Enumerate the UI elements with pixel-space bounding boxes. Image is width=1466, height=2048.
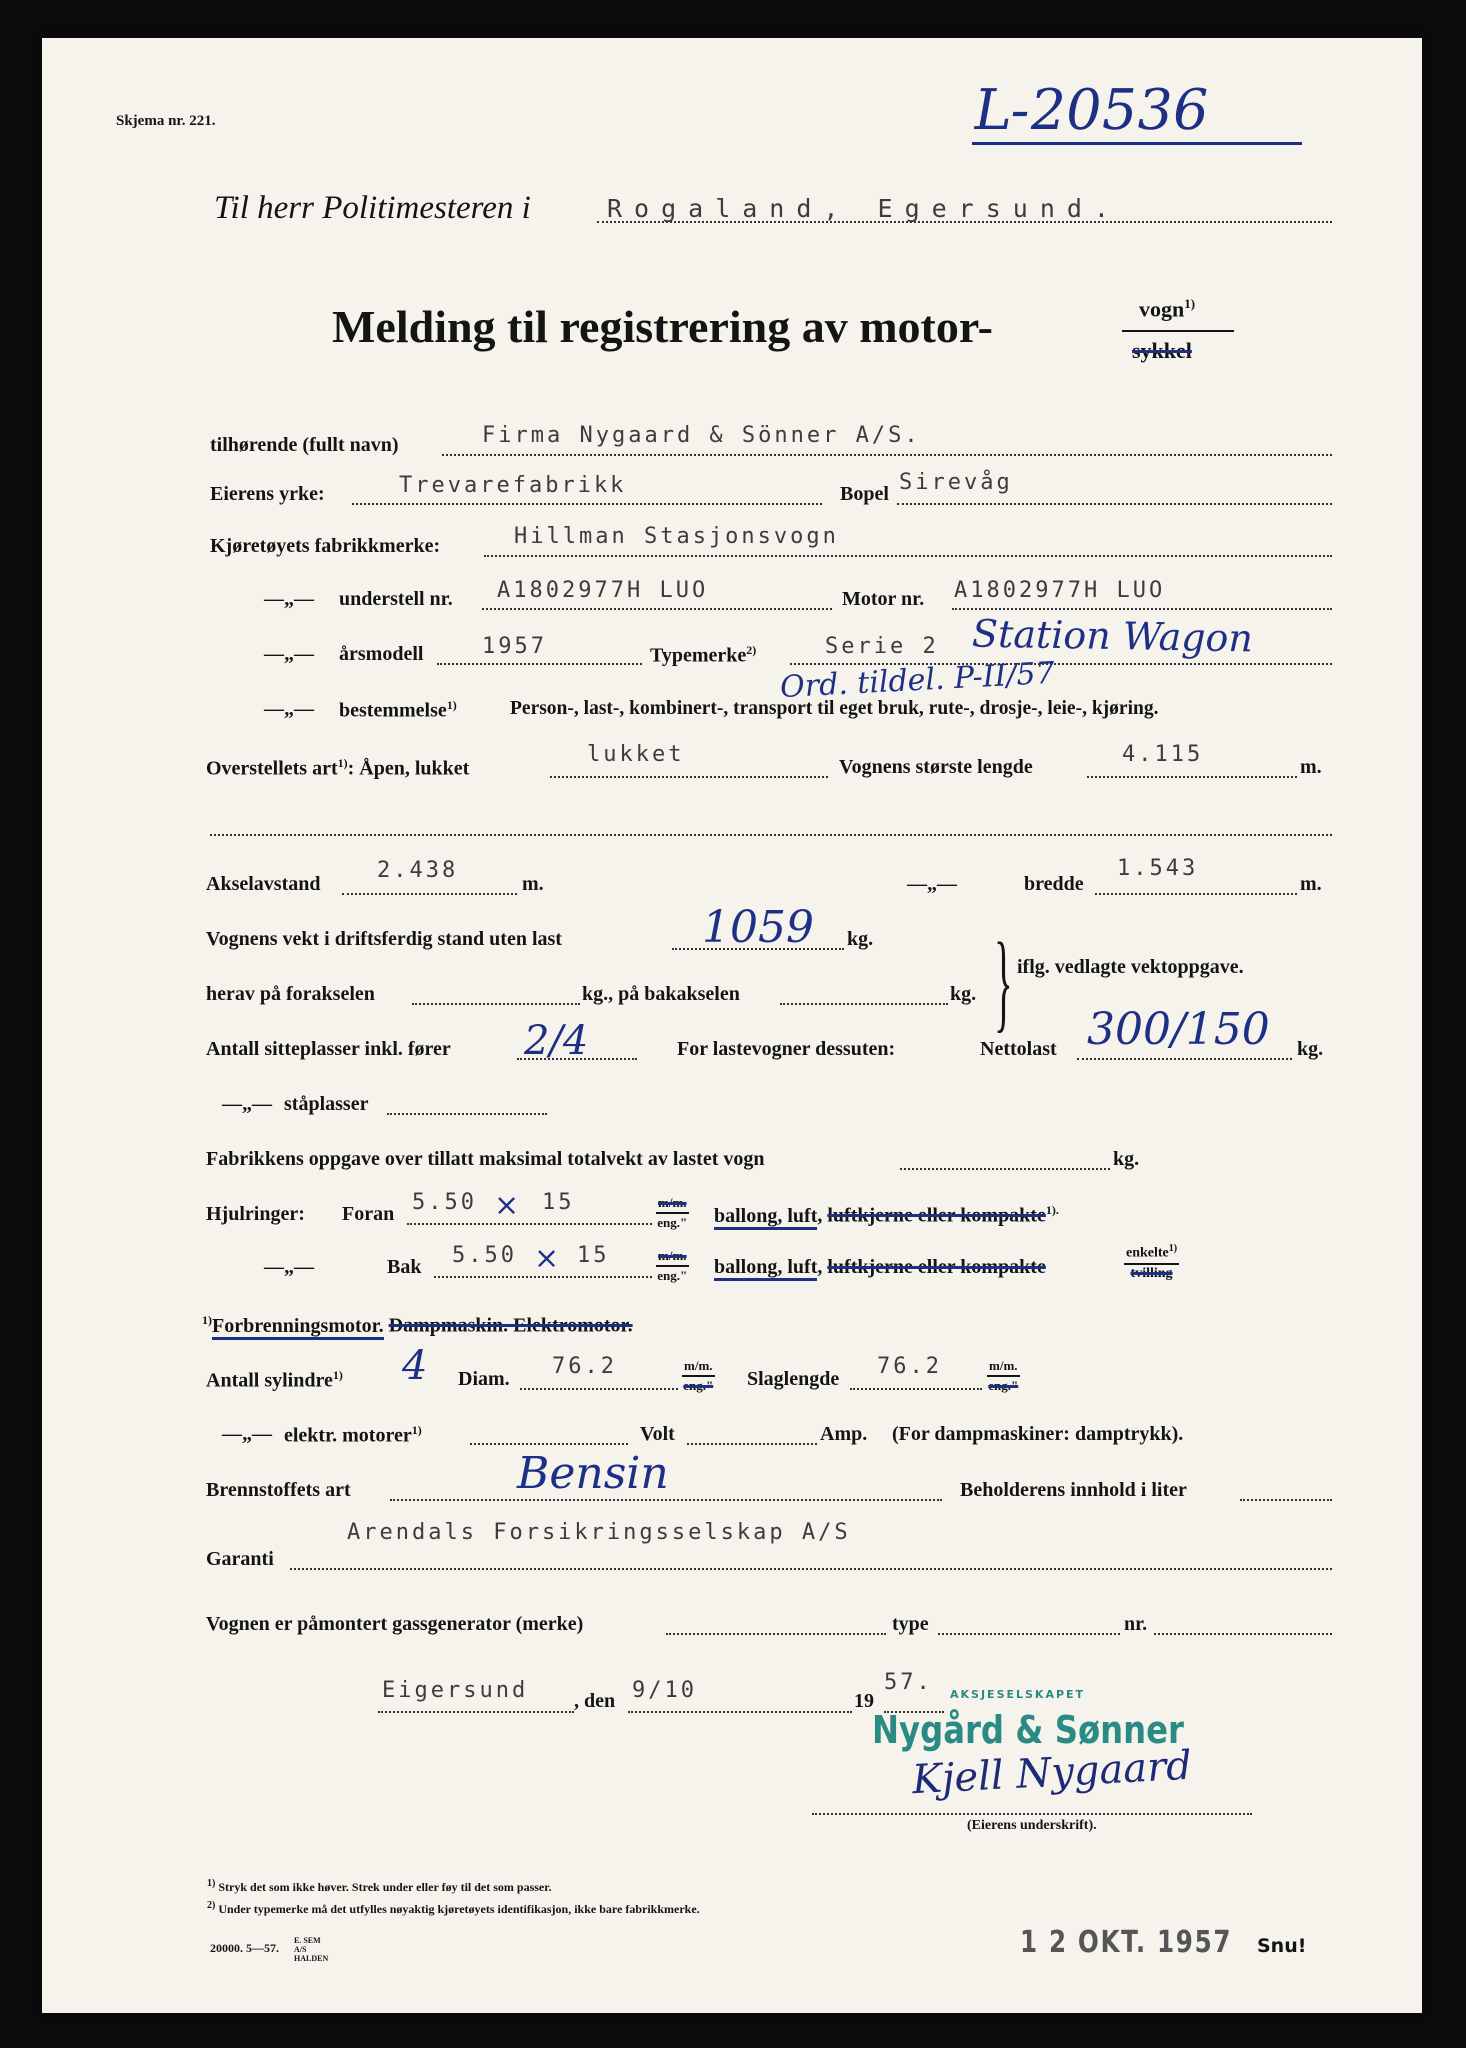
unit-m: m. (1300, 873, 1322, 895)
form-title: Melding til registrering av motor- (332, 301, 993, 352)
owner-label: tilhørende (fullt navn) (210, 434, 399, 456)
purpose-handwritten-note: Ord. tildel. P-II/57 (779, 655, 1056, 706)
stamp-company-small: AKSJESELSKAPET (950, 1688, 1086, 1701)
tyre-rear-types: ballong, luft, luftkjerne eller kompakte (714, 1256, 1046, 1279)
tyre-front-rim: 15 (542, 1190, 575, 1215)
weight-label: Vognens vekt i driftsferdig stand uten last (206, 928, 562, 950)
wheelbase-line (342, 893, 517, 895)
model-year-value: 1957 (482, 634, 547, 659)
motor-value: A1802977H LUO (954, 578, 1166, 603)
cylinders-label: Antall sylindre$^{1)}$ (206, 1368, 343, 1392)
insurance-label: Garanti (206, 1548, 274, 1570)
tank-line (1240, 1499, 1332, 1501)
tyre-rear-unit: m/m. eng." (657, 1248, 688, 1283)
weight-note: iflg. vedlagte vektoppgave. (1017, 956, 1244, 978)
date-label: , den (574, 1690, 616, 1712)
title-vogn: vogn$^{1)}$ (1139, 296, 1196, 322)
insurance-line (290, 1568, 1332, 1570)
tyre-front-size: 5.50 (412, 1190, 477, 1215)
fuel-label: Brennstoffets art (206, 1479, 351, 1501)
title-fraction-bar (1122, 330, 1234, 332)
motor-line (952, 608, 1332, 610)
occupation-value: Trevarefabrikk (399, 473, 627, 498)
tyres-label: Hjulringer: (206, 1203, 305, 1225)
unit-kg: kg. (1113, 1148, 1140, 1170)
unit-kg: kg. (847, 928, 874, 950)
tyres-front-line (407, 1223, 652, 1225)
body-line (550, 776, 828, 778)
width-label: bredde (1024, 873, 1084, 895)
payload-label: Nettolast (980, 1038, 1057, 1060)
addressee-label: Til herr Politimesteren i (214, 190, 531, 226)
steam-label: (For dampmaskiner: damptrykk). (892, 1423, 1184, 1445)
tank-label: Beholderens innhold i liter (960, 1479, 1187, 1501)
place-line (378, 1711, 574, 1713)
date-line (628, 1711, 852, 1713)
tyres-rear-label: Bak (387, 1256, 422, 1278)
stroke-unit: m/m. eng." (988, 1358, 1019, 1393)
registration-form-sheet (42, 38, 1422, 2013)
bore-value: 76.2 (552, 1354, 617, 1379)
purpose-label: bestemmelse$^{1)}$ (339, 698, 457, 722)
wheelbase-value: 2.438 (377, 858, 459, 883)
gas-no-line (1154, 1633, 1332, 1635)
volt-label: Volt (640, 1423, 675, 1445)
unit-m: m. (1300, 756, 1322, 778)
bore-label: Diam. (458, 1368, 510, 1390)
body-label: Overstellets art$^{1)}$: Åpen, lukket (206, 756, 470, 780)
occupation-line (352, 503, 822, 505)
gas-type-line (938, 1633, 1120, 1635)
width-value: 1.543 (1117, 856, 1199, 881)
residence-line (897, 503, 1332, 505)
gas-type-label: type (892, 1613, 929, 1635)
length-line (1087, 776, 1297, 778)
signature-label: (Eierens underskrift). (967, 1818, 1097, 1833)
chassis-line (482, 608, 832, 610)
payload-value: 300/150 (1087, 1004, 1270, 1055)
addressee-value: Rogaland, Egersund. (607, 194, 1121, 223)
single-twin-choice: enkelte$^{1)}$ tvilling (1126, 1243, 1178, 1281)
ditto-mark: —„— (264, 1256, 314, 1278)
tyre-front-unit: m/m. eng." (657, 1195, 688, 1230)
model-year-line (437, 663, 642, 665)
stroke-line (850, 1388, 982, 1390)
amp-label: Amp. (820, 1423, 868, 1445)
turn-over-note: Snu! (1257, 1935, 1307, 1957)
bore-line (520, 1388, 678, 1390)
year-prefix: 19 (854, 1690, 874, 1712)
ditto-mark: —„— (264, 698, 314, 720)
make-label: Kjøretøyets fabrikkmerke: (210, 535, 441, 557)
weight-value: 1059 (702, 902, 814, 953)
gas-line (666, 1633, 886, 1635)
axle-front-label: herav på forakselen (206, 983, 375, 1005)
length-value: 4.115 (1122, 742, 1204, 767)
make-value: Hillman Stasjonsvogn (514, 524, 839, 549)
gas-label: Vognen er påmontert gassgenerator (merke) (206, 1613, 584, 1635)
standing-label: ståplasser (284, 1093, 369, 1115)
max-weight-line (900, 1168, 1110, 1170)
volt-line (687, 1443, 817, 1445)
type-handwritten: Station Wagon (971, 611, 1254, 661)
body-value: lukket (587, 742, 685, 767)
print-info: 20000. 5—57. (210, 1941, 279, 1955)
blank-line (210, 834, 1332, 836)
tyre-rear-rim: 15 (577, 1243, 610, 1268)
gas-no-label: nr. (1124, 1613, 1148, 1635)
stroke-label: Slaglengde (747, 1368, 840, 1390)
lorry-label: For lastevogner dessuten: (677, 1038, 896, 1060)
type-label: Typemerke$^{2)}$ (650, 643, 757, 667)
seats-label: Antall sitteplasser inkl. fører (206, 1038, 451, 1060)
schema-number: Skjema nr. 221. (116, 113, 216, 129)
type-value: Serie 2 (825, 634, 939, 659)
make-line (484, 555, 1332, 557)
tyre-front-types: ballong, luft, luftkjerne eller kompakte$^{1).}$ (714, 1203, 1059, 1228)
purpose-options: Person-, last-, kombinert-, transport til eget bruk, rute-, drosje-, leie-, kjøring. (510, 698, 1159, 719)
insurance-value: Arendals Forsikringsselskap A/S (347, 1520, 851, 1545)
owner-value: Firma Nygaard & Sönner A/S. (482, 423, 921, 448)
engine-type: $^{1)}$Forbrenningsmotor. Dampmaskin. Elektromotor. (202, 1313, 633, 1338)
stamp-company: Nygård & Sønner (872, 1708, 1185, 1752)
owner-signature: Kjell Nygaard (910, 1742, 1193, 1804)
unit-kg: kg. (950, 983, 977, 1005)
tyres-rear-line (434, 1276, 652, 1278)
axle-rear-line (780, 1003, 948, 1005)
residence-value: Sirevåg (899, 470, 1013, 495)
seats-value: 2/4 (524, 1018, 589, 1064)
ditto-mark: —„— (222, 1423, 272, 1445)
signature-line (812, 1813, 1252, 1815)
axle-front-line (412, 1003, 580, 1005)
owner-line (442, 454, 1332, 456)
footnote-1: $^{1)}$ Stryk det som ikke høver. Strek under eller føy til det som passer. (207, 1878, 552, 1894)
ditto-mark: —„— (222, 1093, 272, 1115)
wheelbase-label: Akselavstand (206, 873, 321, 895)
year-suffix: 57. (884, 1670, 933, 1695)
max-weight-label: Fabrikkens oppgave over tillatt maksimal totalvekt av lastet vogn (206, 1148, 765, 1170)
title-sykkel-struck: sykkel (1132, 338, 1192, 363)
cylinders-value: 4 (402, 1343, 428, 1389)
payload-line (1077, 1058, 1292, 1060)
fuel-line (390, 1499, 942, 1501)
ditto-mark: —„— (264, 588, 314, 610)
footnote-2: $^{2)}$ Under typemerke må det utfylles nøyaktig kjøretøyets identifikasjon, ikke bare fabrikkmerke. (207, 1900, 700, 1916)
file-number-underline (972, 142, 1302, 145)
ditto-mark: —„— (907, 873, 957, 895)
chassis-label: understell nr. (339, 588, 453, 610)
model-year-label: årsmodell (339, 643, 424, 665)
chassis-value: A1802977H LUO (497, 578, 709, 603)
brace: } (994, 920, 1013, 1042)
file-number: L-20536 (968, 78, 1214, 143)
occupation-label: Eierens yrke: (210, 483, 325, 505)
printer: E. SEM A/S HALDEN (294, 1936, 329, 1963)
tyre-rear-size: 5.50 (452, 1243, 517, 1268)
unit-m: m. (522, 873, 544, 895)
unit-kg: kg. (1297, 1038, 1324, 1060)
electric-line (470, 1443, 628, 1445)
residence-label: Bopel (840, 483, 889, 505)
length-label: Vognens største lengde (839, 756, 1033, 778)
axle-rear-label: kg., på bakakselen (582, 983, 740, 1005)
stroke-value: 76.2 (877, 1354, 942, 1379)
motor-label: Motor nr. (842, 588, 925, 610)
place-value: Eigersund (382, 1678, 529, 1703)
bore-unit: m/m. eng." (683, 1358, 714, 1393)
electric-label: elektr. motorer$^{1)}$ (284, 1423, 422, 1447)
tyre-rear-x: × (534, 1241, 560, 1276)
received-date-stamp: 1 2 OKT. 1957 (1020, 1925, 1233, 1960)
width-line (1095, 893, 1297, 895)
standing-line (387, 1113, 547, 1115)
ditto-mark: —„— (264, 643, 314, 665)
tyres-front-label: Foran (342, 1203, 395, 1225)
fuel-value: Bensin (517, 1448, 669, 1499)
date-value: 9/10 (632, 1678, 697, 1703)
tyre-front-x: × (494, 1188, 520, 1223)
